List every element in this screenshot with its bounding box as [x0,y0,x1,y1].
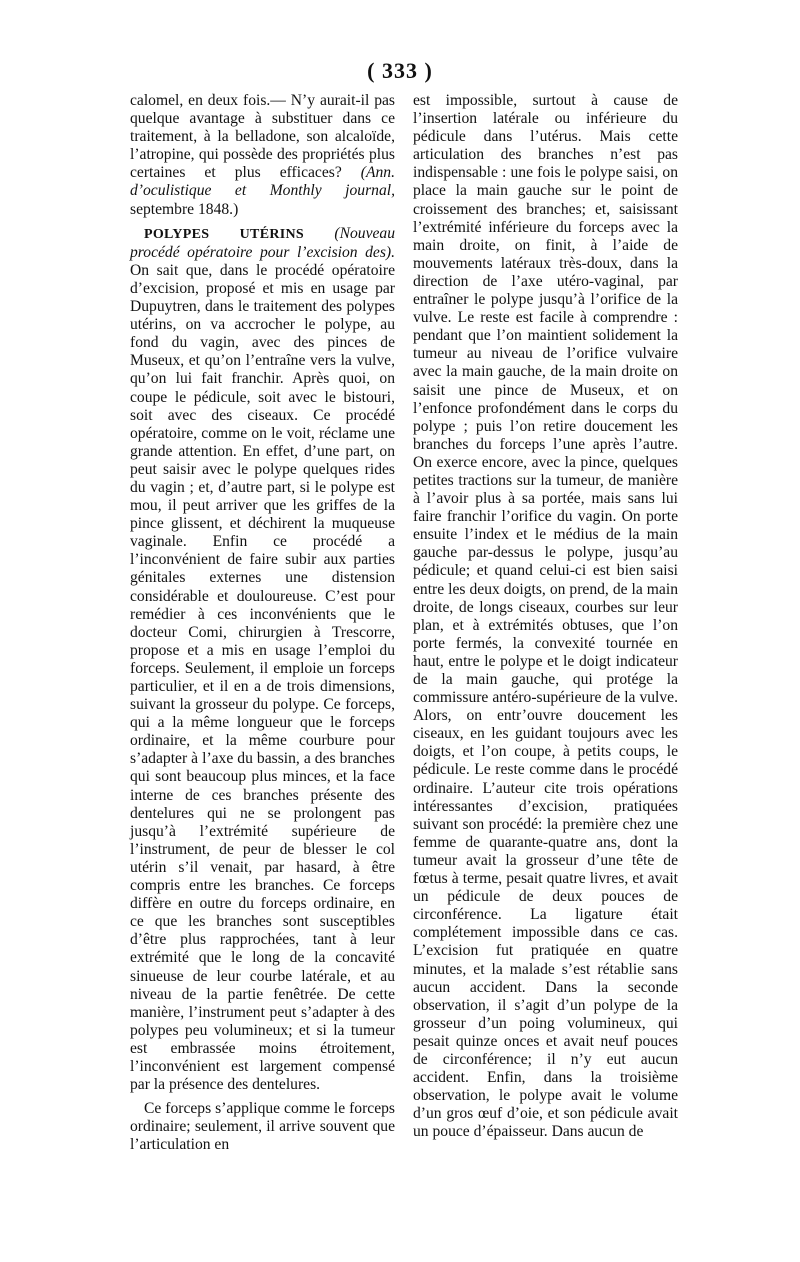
journal-reference: (Ann. d’oculistique et Monthly journal, [130,164,395,200]
paragraph-forceps: Ce forceps s’applique comme le forceps ordinaire; seulement, il arrive souvent que l’articulation en [130,1100,395,1154]
journal-date: septembre 1848.) [130,200,239,218]
paragraph-polypes [130,225,395,1095]
paragraph-calomel [130,92,395,219]
page-number: ( 333 ) [367,58,433,83]
left-column [130,92,395,1154]
section-heading: POLYPES UTÉRINS [144,226,304,242]
paragraph-polypes-text: On sait que, dans le procédé opératoire d’excision, proposé et mis en usage par Dupuytren, dans le traitement des polypes utérins, on va accrocher le polype, au fond du vagin, avec des pinces de Museux, et qu’on l’entraîne vers la vulve, qu’on lui fait franchir. Après quoi, on coupe le pédicule, soit avec le bistouri, soit avec des ciseaux. Ce procédé opératoire, comme on le voit, réclame une grande attention. En effet, d’une part, on peut saisir avec le polype quelques rides du vagin ; et, d’autre part, si le polype est mou, il peut arriver que les griffes de la pince glissent, et déchirent la muqueuse vaginale. Enfin ce procédé a l’inconvénient de faire subir aux parties génitales externes une distension considérable et douloureuse. C’est pour remédier à ces inconvénients que le docteur Comi, chirurgien à Trescorre, propose et a mis en usage l’emploi du forceps. Seulement, il emploie un forceps particulier, et il en a de trois dimensions, suivant la grosseur du polype. Ce forceps, qui a la même longueur que le forceps ordinaire, et la même courbure pour s’adapter à l’axe du bassin, a des branches qui sont beaucoup plus minces, et la face interne de ces branches présente des dentelures qui ne se prolongent pas jusqu’à l’extrémité supérieure de l’instrument, de peur de blesser le col utérin s’il venait, par hasard, à être compris entre les branches. Ce forceps diffère en outre du forceps ordinaire, en ce que les branches sont susceptibles d’être plus rapprochées, tant à leur extrémité que le long de la concavité sinueuse de leur courbe latérale, et au niveau de la partie fenêtrée. De cette manière, l’instrument peut s’adapter à des polypes peu volumineux; et si la tumeur est embrassée moins étroitement, l’inconvénient est largement compensé par la présence des dentelures. [130,261,395,1094]
right-column [413,92,678,1141]
section-subtitle: (Nouveau procédé opératoire pour l’excision des). [130,224,395,261]
paragraph-continuation: est impossible, surtout à cause de l’insertion latérale ou inférieure du pédicule dans l’utérus. Mais cette articulation des branches n’est pas indispensable : une fois le polype saisi, on place la main gauche sur le point de croissement des branches; et, saisissant l’extrémité inférieure du forceps avec la main droite, on finit, à l’aide de mouvements latéraux très-doux, dans la direction de l’axe utéro-vaginal, par entraîner le polype jusqu’à l’orifice de la vulve. Le reste est facile à comprendre : pendant que l’on maintient solidement la tumeur au niveau de l’orifice vulvaire avec la main gauche, de la main droite on saisit une pince de Museux, et on l’enfonce profondément dans le corps du polype ; puis l’on retire doucement les branches du forceps l’une après l’autre. On exerce encore, avec la pince, quelques petites tractions sur la tumeur, de manière à l’avoir plus à sa portée, mais sans lui faire franchir l’orifice du vagin. On porte ensuite l’index et le médius de la main gauche par-dessus le polype, jusqu’au pédicule; et quand celui-ci est bien saisi entre les deux doigts, on prend, de la main droite, de longs ciseaux, courbes sur leur plan, et à extrémités obtuses, que l’on porte fermés, la convexité tournée en haut, entre le polype et le doigt indicateur de la main gauche, qui protége la commissure antéro-supérieure de la vulve. Alors, on entr’ouvre doucement les ciseaux, en les guidant toujours avec les doigts, et l’on coupe, à petits coups, le pédicule. Le reste comme dans le procédé ordinaire. L’auteur cite trois opérations intéressantes d’excision, pratiquées suivant son procédé: la première chez une femme de quarante-quatre ans, dont la tumeur avait la grosseur d’une tête de fœtus à terme, pesait quatre livres, et avait un pédicule de deux pouces de circonférence. La ligature était complétement impossible dans ce cas. L’excision fut pratiquée en quatre minutes, et la malade s’est rétablie sans aucun accident. Dans la seconde observation, il s’agit d’un polype de la grosseur d’un poing volumineux, qui pesait quinze onces et avait neuf pouces de circonférence; il n’y eut aucun accident. Enfin, dans la troisième observation, le polype avait le volume d’un gros œuf d’oie, et son pédicule avait un pouce d’épaisseur. Dans aucun de [413,92,678,1141]
paragraph-calomel-text: calomel, en deux fois.— N’y aurait-il pas quelque avantage à substituer dans ce traitement, à la belladone, son alcaloïde, l’atropine, qui possède des propriétés plus certaines et plus efficaces? [130,92,395,182]
